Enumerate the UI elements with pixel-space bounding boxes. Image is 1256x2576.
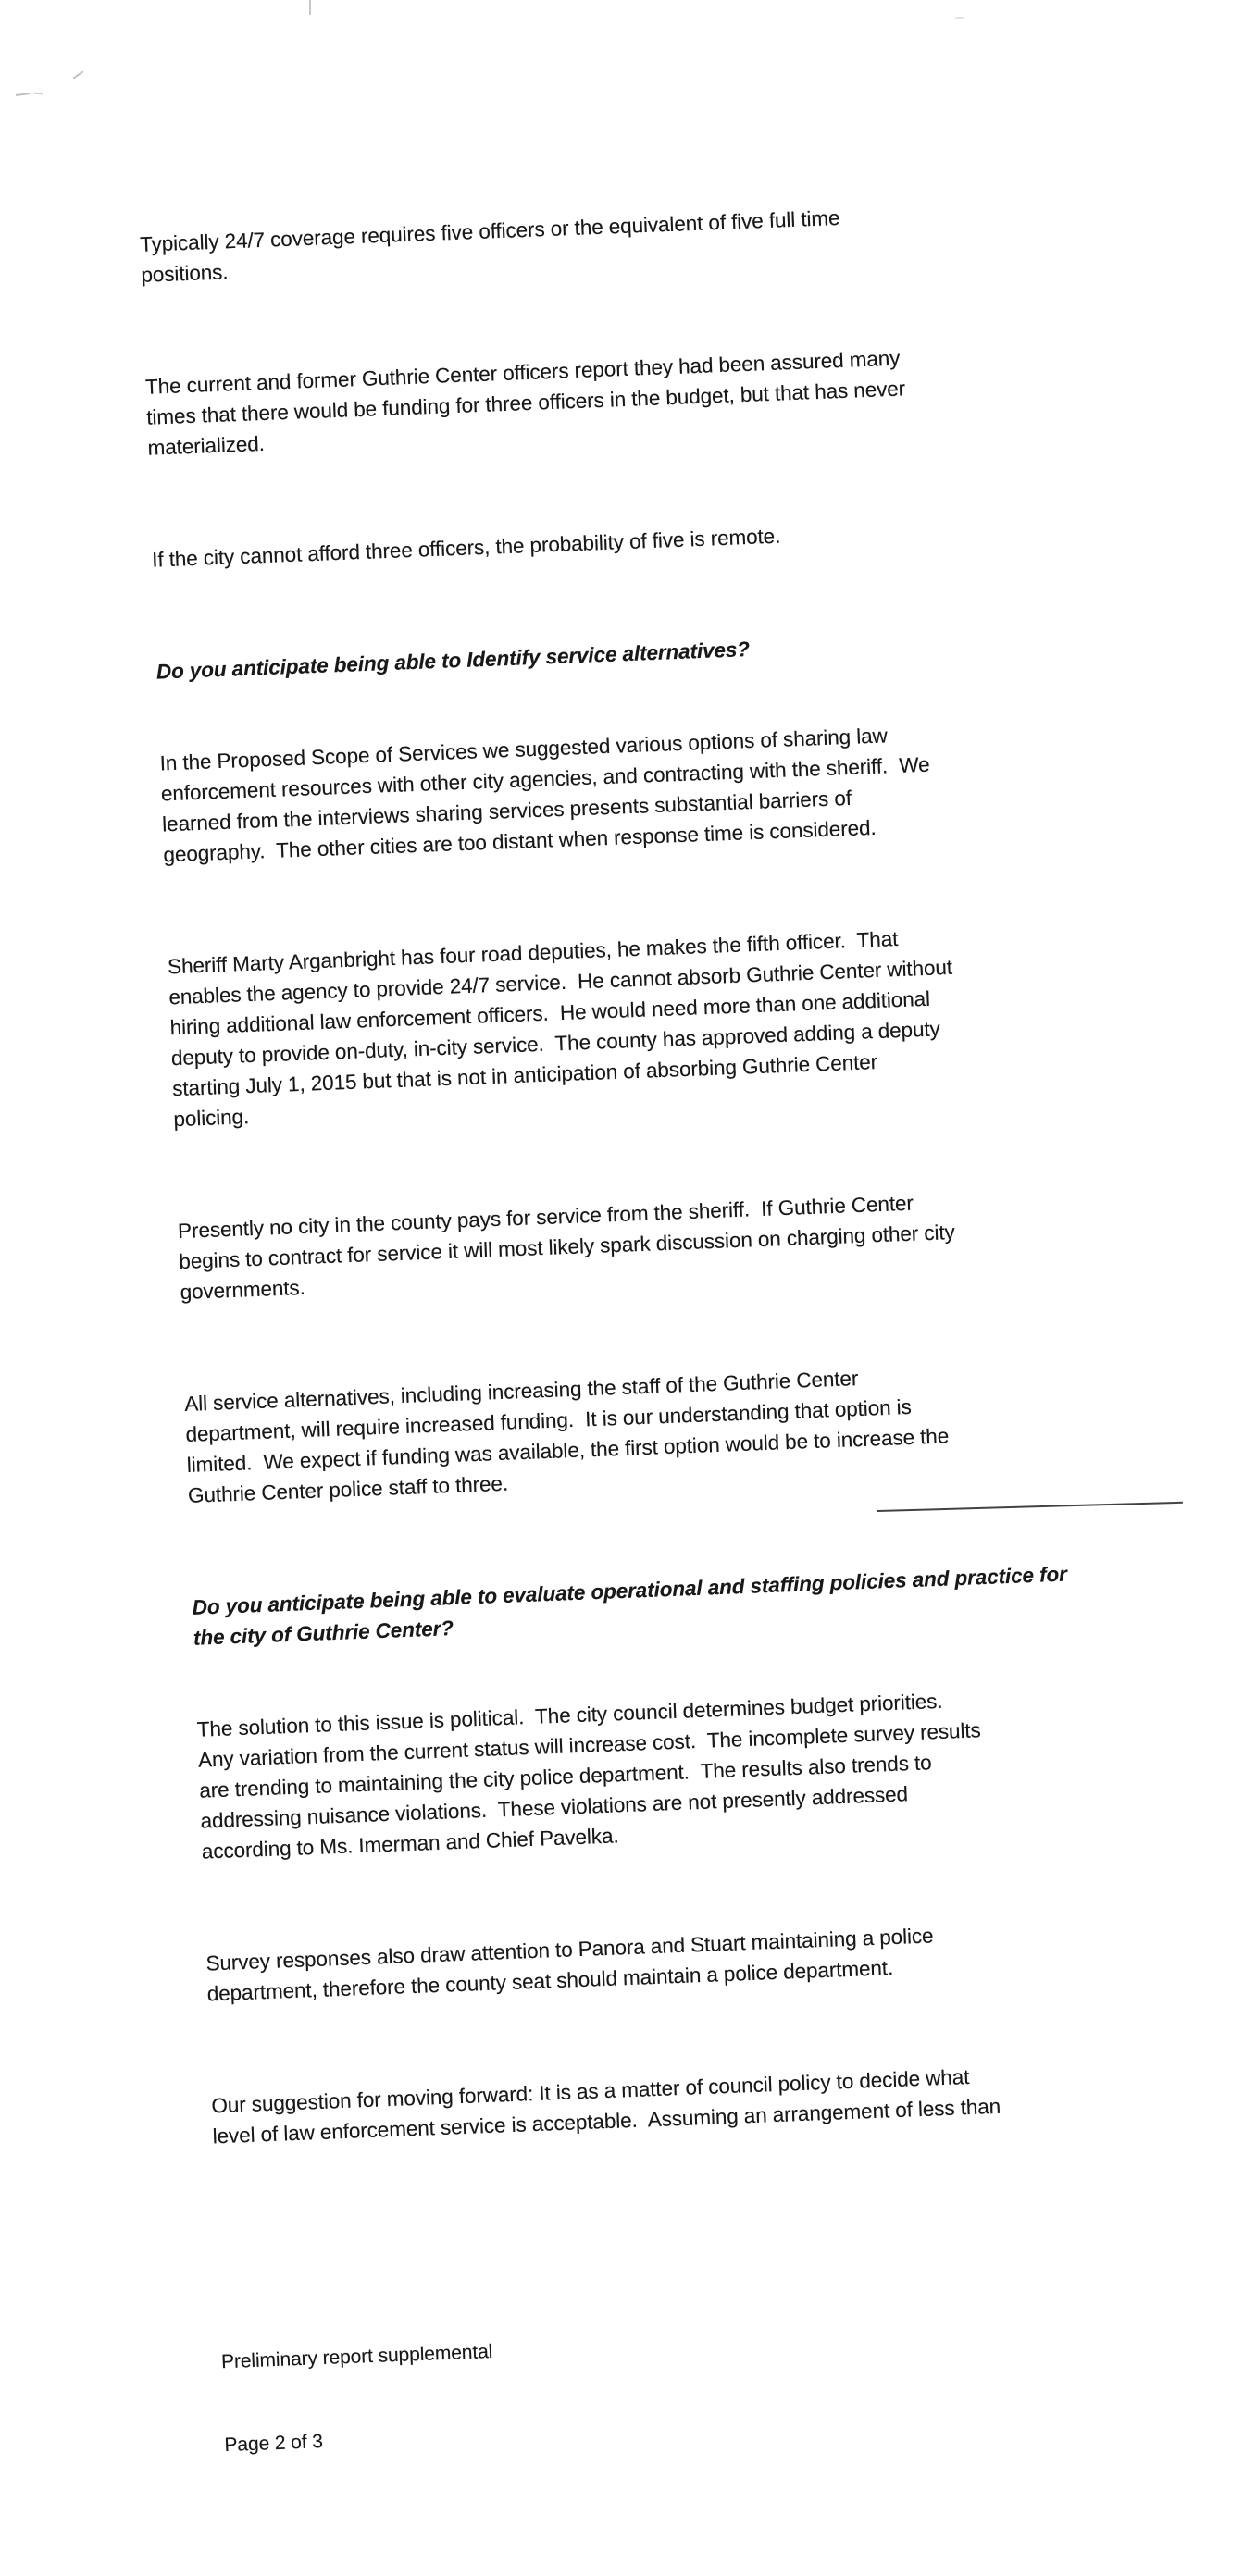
scan-artifact-smudge bbox=[16, 93, 30, 96]
paragraph-suggestion-forward: Our suggestion for moving forward: It is as a matter of council policy to decide what level of law enforcement service is acceptable. Assuming an arrangement of less than bbox=[210, 2065, 1001, 2149]
scan-artifact-smudge bbox=[955, 17, 964, 19]
footer-page-number: Page 2 of 3 bbox=[224, 2431, 324, 2457]
paragraph-service-funding: All service alternatives, including increasing the staff of the Guthrie Center department, will require increased funding. It is our understanding that option is limited. We expect if funding was available, the first option would be to increase the Guthrie Center police staff to three. bbox=[183, 1367, 950, 1507]
paragraph-typical-coverage: Typically 24/7 coverage requires five officers or the equivalent of five full time positions. bbox=[139, 205, 840, 287]
page-footer bbox=[218, 2254, 1253, 2515]
paragraph-sheriff-deputies: Sheriff Marty Arganbright has four road deputies, he makes the fifth officer. That enables the agency to provide 24/7 service. He cannot absorb Guthrie Center without hiring additional law enforcement officers. He would need more than one additional deputy to provide on-duty, in-city service. The county has approved adding a deputy starting July 1, 2015 but that is not in anticipation of absorbing Guthrie Center policing. bbox=[167, 927, 953, 1132]
paragraph-political-solution: The solution to this issue is political. The city council determines budget priorities. Any variation from the current status will increase cost. The incomplete survey results are trending to maintaining the city police department. The results also trends to addressing nuisance violations. These violations are not presently addressed according to Ms. Imerman and Chief Pavelka. bbox=[196, 1689, 982, 1864]
footer-doc-title: Preliminary report supplemental bbox=[220, 2340, 493, 2373]
scan-artifact-smudge bbox=[73, 70, 84, 79]
paragraph-scope-of-services: In the Proposed Scope of Services we suggested various options of sharing law enforcement resources with other city agencies, and contracting with the sheriff. We learned from the interviews sharing services presents substantial barriers of geography. The other cities are too distant when response time is considered. bbox=[159, 724, 930, 867]
paragraph-survey-responses: Survey responses also draw attention to Panora and Stuart maintaining a police department, therefore the county seat should maintain a police department. bbox=[205, 1924, 934, 2006]
scan-artifact-smudge bbox=[33, 93, 43, 95]
paragraph-officer-funding: The current and former Guthrie Center officers report they had been assured many times that there would be funding for three officers in the budget, but that has never materialized. bbox=[144, 346, 906, 460]
question-heading-service-alternatives: Do you anticipate being able to Identify service alternatives? bbox=[155, 637, 751, 684]
paragraph-probability: If the city cannot afford three officers, the probability of five is remote. bbox=[151, 524, 781, 572]
scan-artifact-top-tick bbox=[309, 0, 311, 15]
paragraph-county-charges: Presently no city in the county pays for service from the sheriff. If Guthrie Center begins to contract for service it will most likely spark discussion on charging other city governments. bbox=[177, 1191, 956, 1305]
question-heading-staffing-policies: Do you anticipate being able to evaluate operational and staffing policies and practice for the city of Guthrie Center? bbox=[192, 1562, 1068, 1650]
document-text bbox=[137, 129, 1256, 2576]
